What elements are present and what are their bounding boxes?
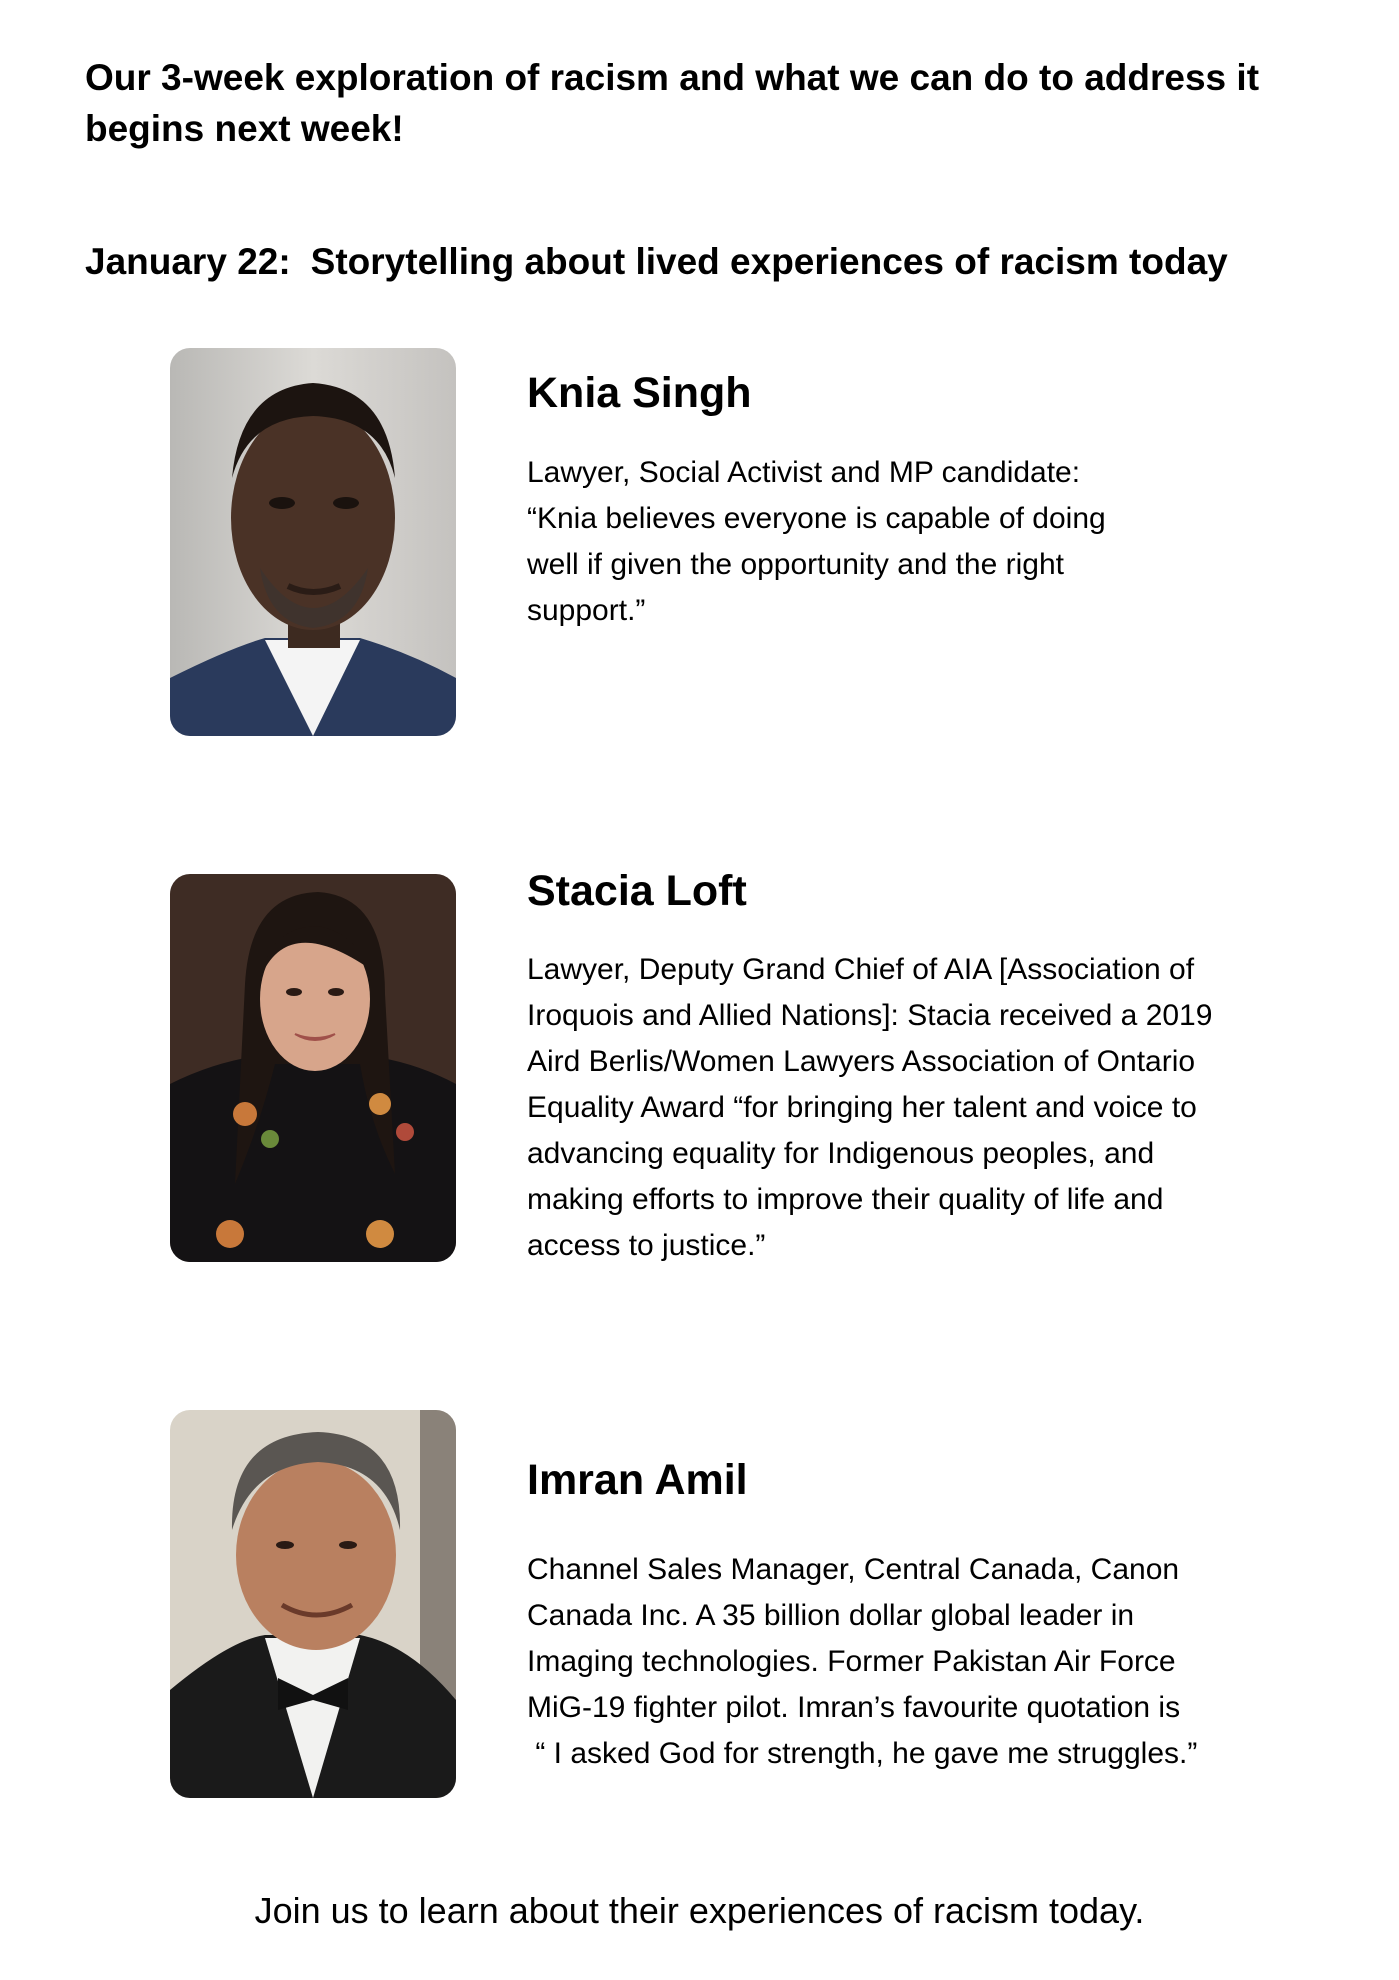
bio-line: support.” bbox=[527, 594, 646, 627]
speaker-photo-imran-amil bbox=[170, 1410, 456, 1798]
intro-heading: Our 3-week exploration of racism and what we can do to address it begins next week! bbox=[85, 57, 1260, 149]
speaker-name: Knia Singh bbox=[527, 369, 752, 417]
bio-line: advancing equality for Indigenous peoples, and bbox=[527, 1137, 1155, 1170]
speaker-name: Imran Amil bbox=[527, 1456, 748, 1504]
bio-line: “Knia believes everyone is capable of doing bbox=[527, 502, 1106, 535]
bio-line: Imaging technologies. Former Pakistan Air Force bbox=[527, 1645, 1176, 1678]
speaker-bio bbox=[527, 450, 1317, 634]
bio-line: “ I asked God for strength, he gave me struggles.” bbox=[527, 1737, 1198, 1770]
session-date: January 22: bbox=[85, 241, 291, 282]
bio-line: making efforts to improve their quality of life and bbox=[527, 1183, 1164, 1216]
speaker-bio bbox=[527, 1547, 1317, 1777]
speaker-photo-stacia-loft bbox=[170, 874, 456, 1262]
bio-line: access to justice.” bbox=[527, 1229, 766, 1262]
bio-line: Channel Sales Manager, Central Canada, Canon bbox=[527, 1553, 1180, 1586]
bio-line: Lawyer, Social Activist and MP candidate: bbox=[527, 456, 1081, 489]
speaker-bio bbox=[527, 947, 1317, 1269]
session-heading bbox=[85, 238, 1345, 286]
footer-call-to-action: Join us to learn about their experiences of racism today. bbox=[254, 1890, 1145, 1931]
session-topic: Storytelling about lived experiences of racism today bbox=[310, 241, 1228, 282]
speaker-photo-knia-singh bbox=[170, 348, 456, 736]
bio-line: Lawyer, Deputy Grand Chief of AIA [Association of bbox=[527, 953, 1195, 986]
bio-line: Iroquois and Allied Nations]: Stacia received a 2019 bbox=[527, 999, 1213, 1032]
bio-line: well if given the opportunity and the right bbox=[527, 548, 1064, 581]
bio-line: Canada Inc. A 35 billion dollar global leader in bbox=[527, 1599, 1135, 1632]
bio-line: MiG-19 fighter pilot. Imran’s favourite quotation is bbox=[527, 1691, 1181, 1724]
bio-line: Aird Berlis/Women Lawyers Association of Ontario bbox=[527, 1045, 1196, 1078]
bio-line: Equality Award “for bringing her talent and voice to bbox=[527, 1091, 1197, 1124]
speaker-name: Stacia Loft bbox=[527, 867, 747, 915]
